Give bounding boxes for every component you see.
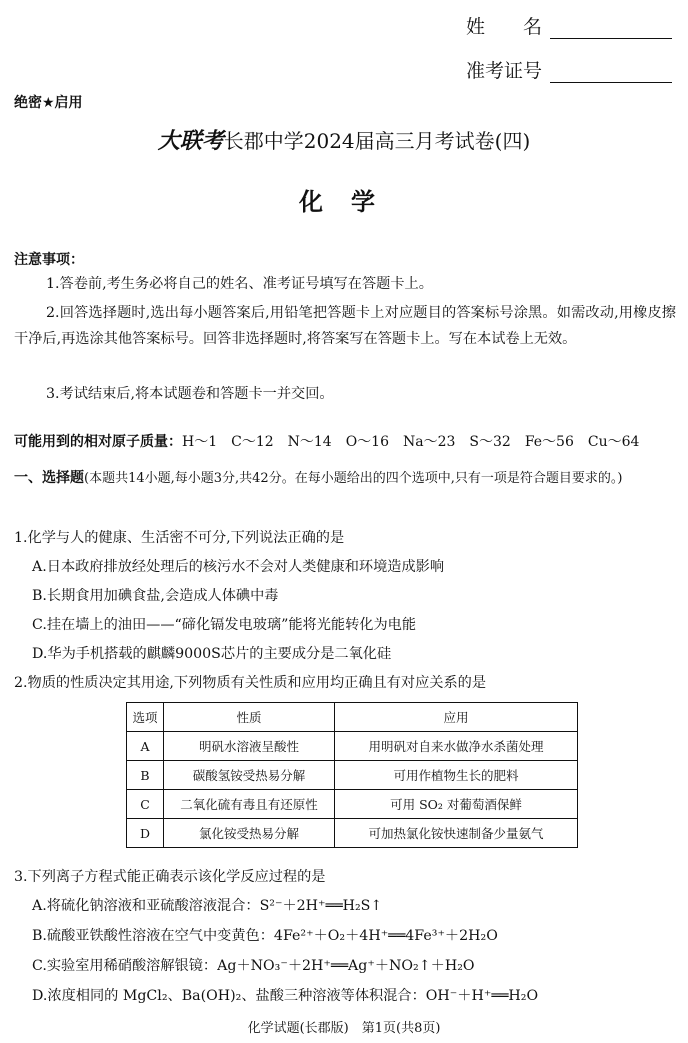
table-row <box>127 819 578 848</box>
exam-title-text: 长郡中学2024届高三月考试卷(四) <box>223 129 531 153</box>
name-field[interactable] <box>466 12 672 39</box>
q3-option-c: C.实验室用稀硝酸溶解银镜：Ag＋NO₃⁻＋2H⁺══Ag⁺＋NO₂↑＋H₂O <box>32 958 475 974</box>
exam-id-field[interactable] <box>466 56 672 83</box>
table-cell: 可用作植物生长的肥料 <box>335 761 578 790</box>
section-heading <box>14 466 676 491</box>
q1-option-a: A.日本政府排放经处理后的核污水不会对人类健康和环境造成影响 <box>32 559 445 575</box>
notice-item: 3.考试结束后,将本试题卷和答题卡一并交回。 <box>46 386 334 402</box>
exam-id-blank[interactable] <box>550 60 672 83</box>
q3-option-b: B.硫酸亚铁酸性溶液在空气中变黄色：4Fe²⁺＋O₂＋4H⁺══4Fe³⁺＋2H₂O <box>32 928 498 944</box>
table-cell: B <box>127 761 164 790</box>
table-row <box>127 732 578 761</box>
name-label: 姓 名 <box>466 16 543 38</box>
table-cell: C <box>127 790 164 819</box>
table-header: 性质 <box>164 703 335 732</box>
table-cell: A <box>127 732 164 761</box>
q1-option-c: C.挂在墙上的油田——“碲化镉发电玻璃”能将光能转化为电能 <box>32 617 417 633</box>
q1-option-d: D.华为手机搭载的麒麟9000S芯片的主要成分是二氧化硅 <box>32 646 392 662</box>
table-header: 应用 <box>335 703 578 732</box>
page-footer: 化学试题(长郡版) 第1页(共8页) <box>247 1021 441 1036</box>
table-cell: 碳酸氢铵受热易分解 <box>164 761 335 790</box>
question-3-stem: 3.下列离子方程式能正确表示该化学反应过程的是 <box>14 869 326 885</box>
q3-option-d: D.浓度相同的 MgCl₂、Ba(OH)₂、盐酸三种溶液等体积混合：OH⁻＋H⁺══H₂O <box>32 988 539 1004</box>
question-1-stem: 1.化学与人的健康、生活密不可分,下列说法正确的是 <box>14 530 345 546</box>
table-row <box>127 761 578 790</box>
section-title: 一、选择题 <box>14 470 84 486</box>
q3-option-a: A.将硫化钠溶液和亚硫酸溶液混合：S²⁻＋2H⁺══H₂S↑ <box>32 898 383 914</box>
q1-option-b: B.长期食用加碘食盐,会造成人体碘中毒 <box>32 588 279 604</box>
atomic-masses-label: 可能用到的相对原子质量： <box>14 434 182 450</box>
table-cell: 明矾水溶液呈酸性 <box>164 732 335 761</box>
table-cell: 可加热氯化铵快速制备少量氨气 <box>335 819 578 848</box>
atomic-masses-values: H～1 C～12 N～14 O～16 Na～23 S～32 Fe～56 Cu～64 <box>182 434 640 450</box>
properties-table <box>126 702 578 848</box>
subject-title: 化学 <box>299 187 403 216</box>
secret-label: 绝密★启用 <box>14 95 83 111</box>
brand-logo-text: 大联考 <box>157 128 224 154</box>
table-header: 选项 <box>127 703 164 732</box>
name-blank[interactable] <box>550 16 672 39</box>
atomic-masses <box>14 431 639 451</box>
notice-item: 1.答卷前,考生务必将自己的姓名、准考证号填写在答题卡上。 <box>46 276 433 292</box>
notice-heading: 注意事项： <box>14 252 84 268</box>
question-2-stem: 2.物质的性质决定其用途,下列物质有关性质和应用均正确且有对应关系的是 <box>14 675 487 691</box>
exam-id-label: 准考证号 <box>466 60 543 82</box>
table-cell: 二氧化硫有毒且有还原性 <box>164 790 335 819</box>
table-cell: 用明矾对自来水做净水杀菌处理 <box>335 732 578 761</box>
exam-title <box>0 124 688 155</box>
section-note: (本题共14小题,每小题3分,共42分。在每小题给出的四个选项中,只有一项是符合题目要求的。) <box>84 471 623 486</box>
table-row <box>127 790 578 819</box>
notice-item: 2.回答选择题时,选出每小题答案后,用铅笔把答题卡上对应题目的答案标号涂黑。如需改动,用橡皮擦干净后,再选涂其他答案标号。回答非选择题时,将答案写在答题卡上。写在本试卷上无效。 <box>14 305 676 347</box>
table-cell: 氯化铵受热易分解 <box>164 819 335 848</box>
table-header-row <box>127 703 578 732</box>
table-cell: D <box>127 819 164 848</box>
table-cell: 可用 SO₂ 对葡萄酒保鲜 <box>335 790 578 819</box>
